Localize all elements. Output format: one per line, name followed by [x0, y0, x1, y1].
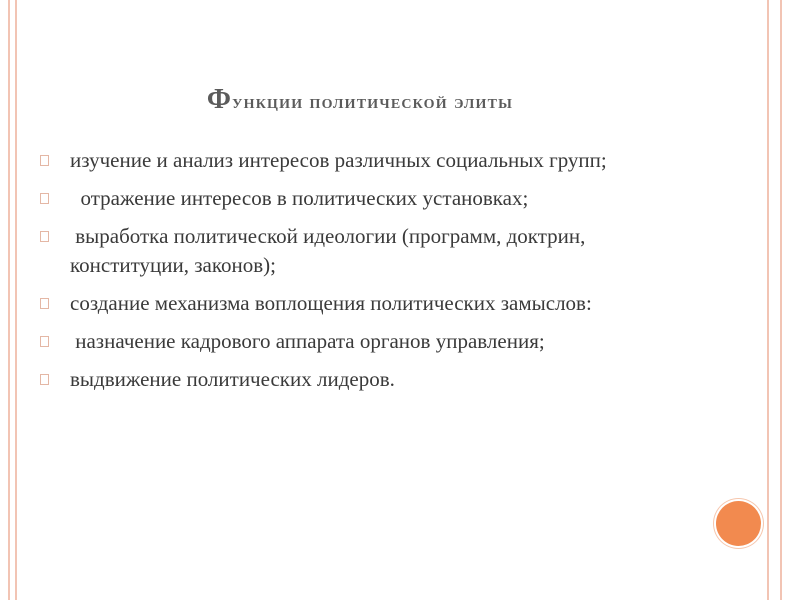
right-border-outer: [780, 0, 782, 600]
decorative-circle: [716, 501, 761, 546]
bullet-icon: [40, 336, 49, 347]
list-item-text: назначение кадрового аппарата органов управления;: [70, 329, 545, 353]
list-item: [40, 146, 700, 175]
right-border-inner: [767, 0, 769, 600]
list-item-text: отражение интересов в политических установках;: [70, 186, 529, 210]
bullet-icon: [40, 193, 49, 204]
list-item-text: создание механизма воплощения политических замыслов:: [70, 291, 592, 315]
bullet-list: [40, 146, 700, 403]
list-item: [40, 184, 700, 213]
bullet-icon: [40, 298, 49, 309]
bullet-icon: [40, 374, 49, 385]
list-item: [40, 327, 700, 356]
title-rest: ункции политической элиты: [232, 91, 514, 113]
title-first-letter: Ф: [206, 84, 233, 115]
bullet-icon: [40, 155, 49, 166]
list-item-text: изучение и анализ интересов различных социальных групп;: [70, 148, 607, 172]
bullet-icon: [40, 231, 49, 242]
list-item: [40, 365, 700, 394]
list-item: [40, 222, 700, 280]
list-item: [40, 289, 700, 318]
slide-title: [0, 84, 720, 116]
list-item-text: выдвижение политических лидеров.: [70, 367, 395, 391]
list-item-text: выработка политической идеологии (программ, доктрин, конституции, законов);: [70, 224, 591, 277]
